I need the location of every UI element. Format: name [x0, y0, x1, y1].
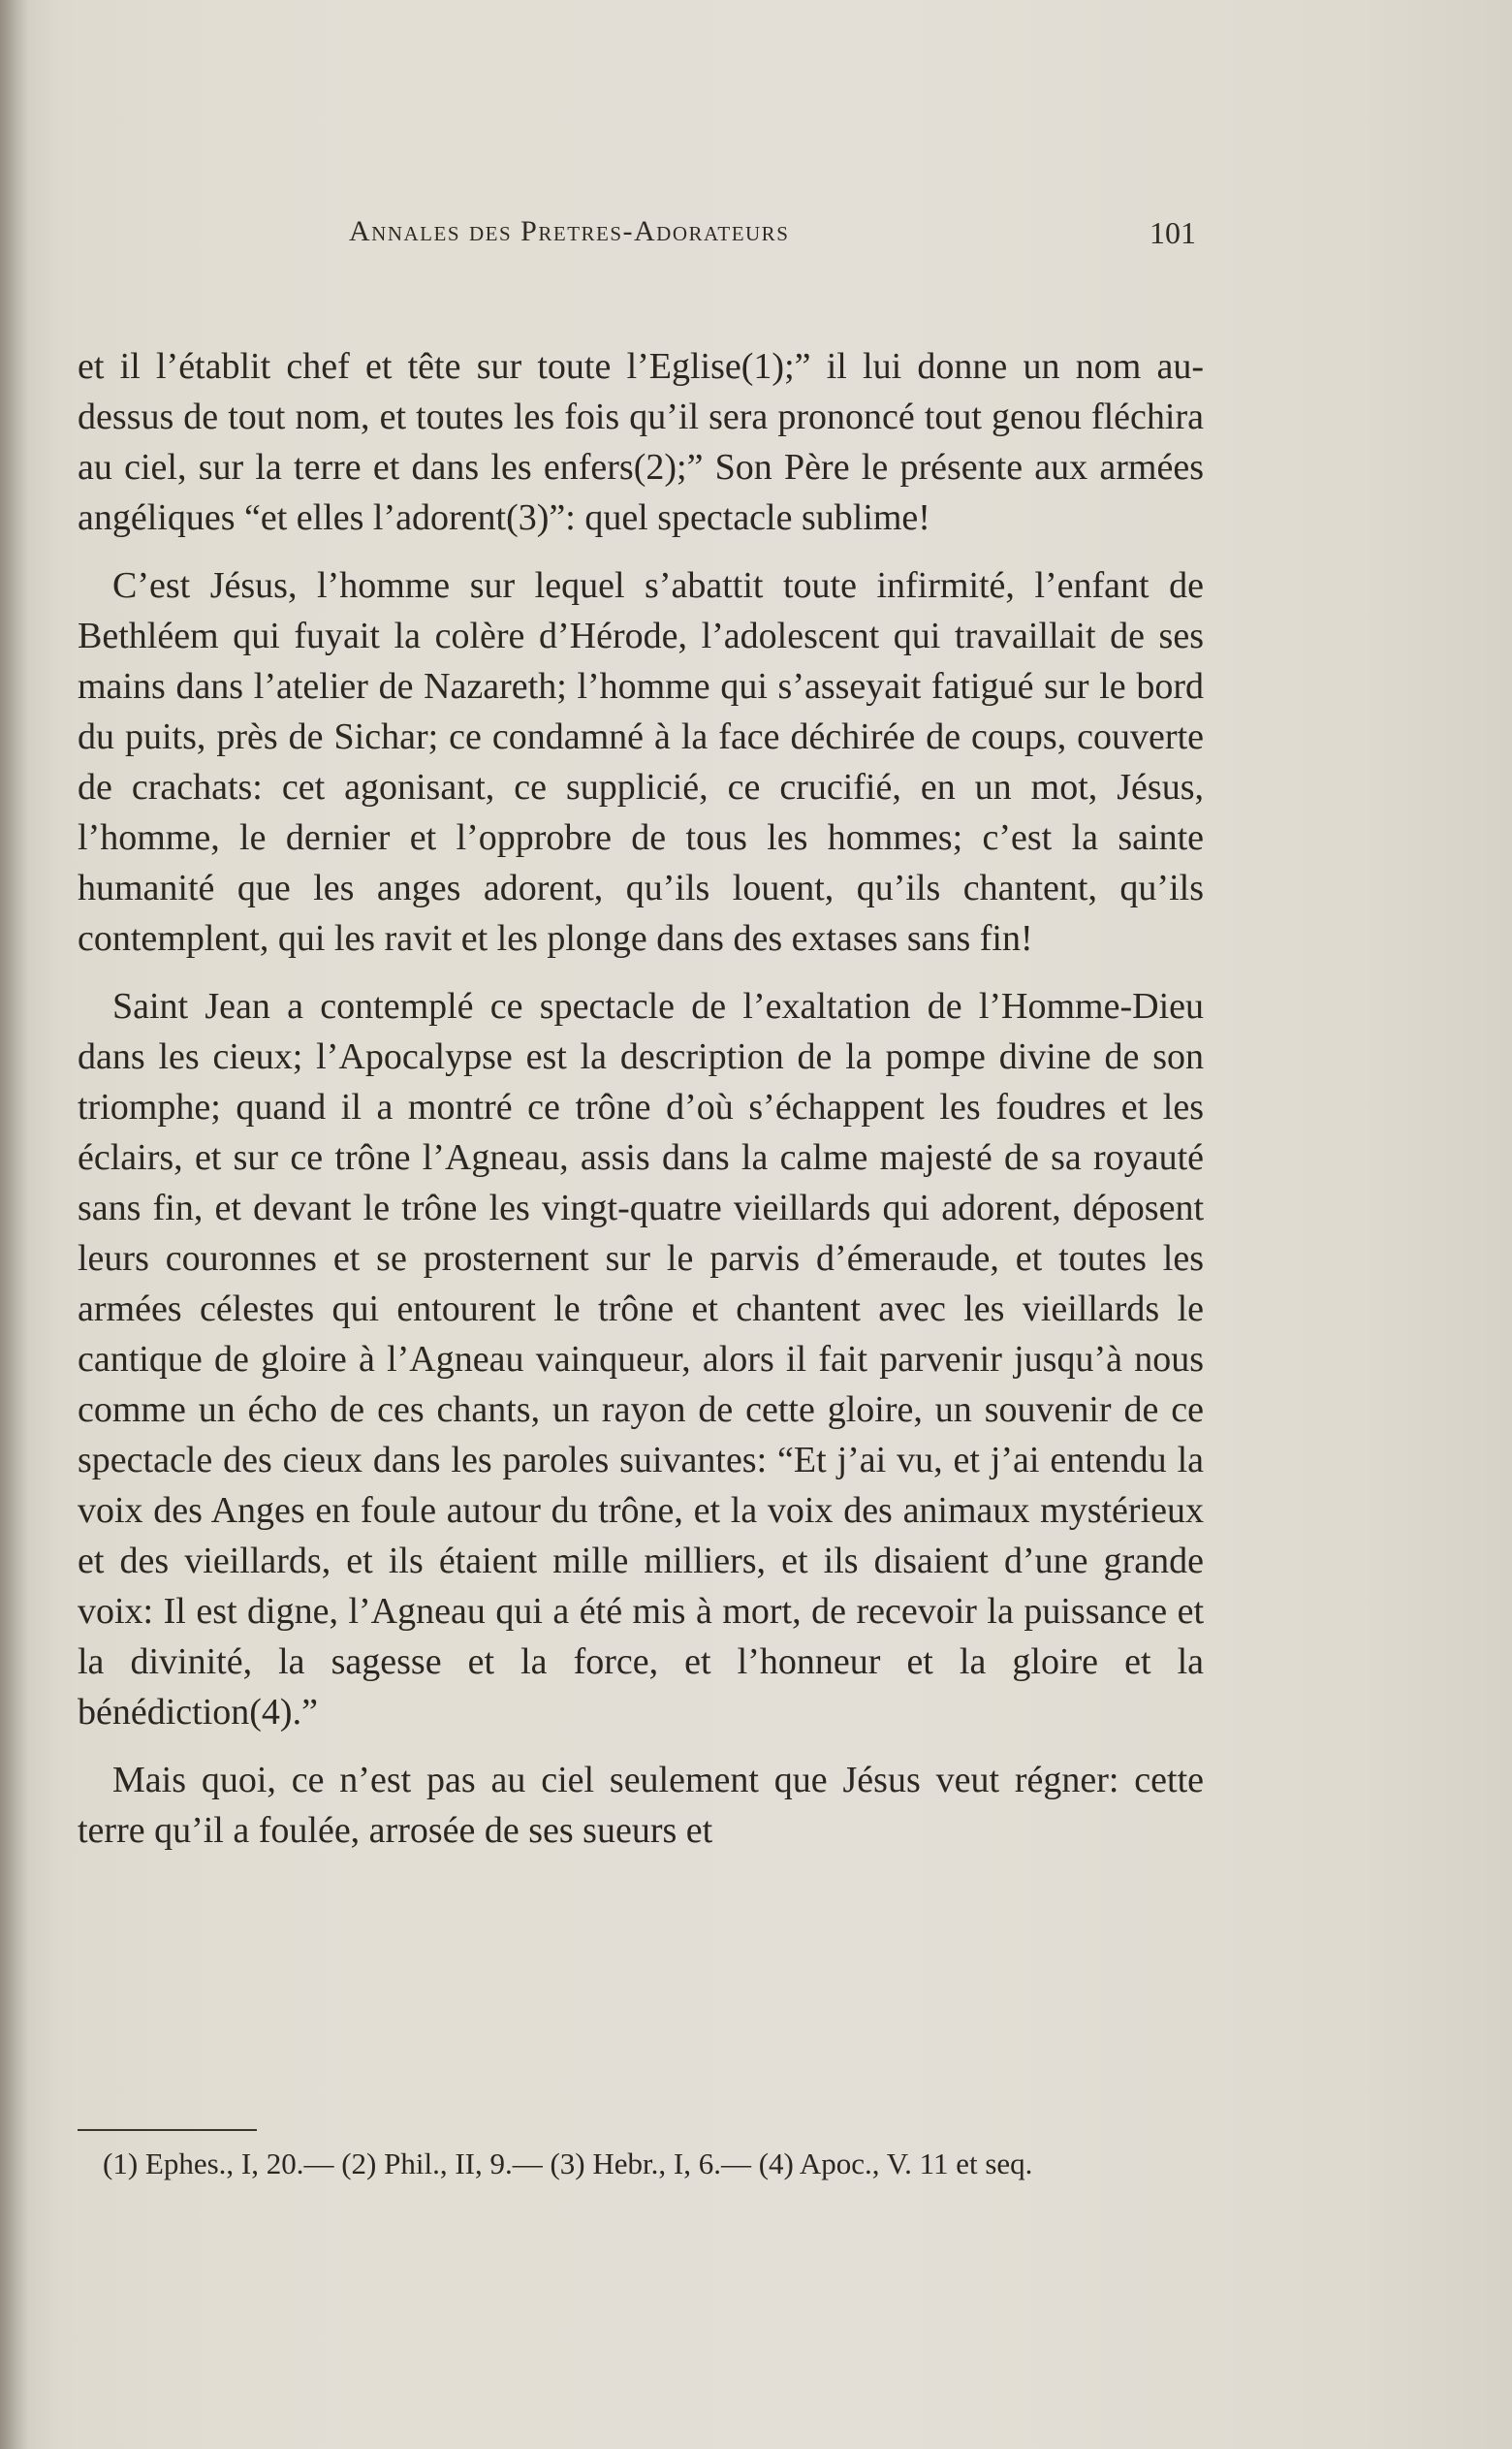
running-head: Annales des Pretres-Adorateurs [349, 215, 790, 247]
footnote-rule [78, 2129, 257, 2131]
footnotes: (1) Ephes., I, 20.— (2) Phil., II, 9.— (3) Hebr., I, 6.— (4) Apoc., V. 11 et seq. [103, 2147, 1033, 2180]
paragraph: Saint Jean a contemplé ce spectacle de l’exaltation de l’Homme-Dieu dans les cieux; l’Apocalypse est la description de la pompe divine de son triomphe; quand il a montré ce trône d’où s’échappent les foudres et les éclairs, et sur ce trône l’Agneau, assis dans la calme majesté de sa royauté sans fin, et devant le trône les vingt-quatre vieillards qui adorent, déposent leurs couronnes et se prosternent sur le parvis d’émeraude, et toutes les armées célestes qui entourent le trône et chantent avec les vieillards le cantique de gloire à l’Agneau vainqueur, alors il fait parvenir jusqu’à nous comme un écho de ces chants, un rayon de cette gloire, un souvenir de ce spectacle des cieux dans les paroles suivantes: “Et j’ai vu, et j’ai entendu la voix des Anges en foule autour du trône, et la voix des animaux mystérieux et des vieillards, et ils étaient mille milliers, et ils disaient d’une grande voix: Il est digne, l’Agneau qui a été mis à mort, de recevoir la puissance et la divinité, la sagesse et la force, et l’honneur et la gloire et la bénédiction(4).” [78, 986, 1204, 1733]
paragraph: Mais quoi, ce n’est pas au ciel seulement que Jésus veut régner: cette terre qu’il a foulée, arrosée de ses sueurs et [78, 1760, 1204, 1851]
page-header [0, 215, 1512, 254]
body-text [78, 341, 1204, 1873]
paragraph: C’est Jésus, l’homme sur lequel s’abattit toute infirmité, l’enfant de Bethléem qui fuyait la colère d’Hérode, l’adolescent qui travaillait de ses mains dans l’atelier de Nazareth; l’homme qui s’asseyait fatigué sur le bord du puits, près de Sichar; ce condamné à la face déchirée de coups, couverte de crachats: cet agonisant, ce supplicié, ce crucifié, en un mot, Jésus, l’homme, le dernier et l’opprobre de tous les hommes; c’est la sainte humanité que les anges adorent, qu’ils louent, qu’ils chantent, qu’ils contemplent, qui les ravit et les plonge dans des extases sans fin! [78, 565, 1204, 959]
paragraph: et il l’établit chef et tête sur toute l’Eglise(1);” il lui donne un nom au-dessus de tout nom, et toutes les fois qu’il sera prononcé tout genou fléchira au ciel, sur la terre et dans les enfers(2);” Son Père le présente aux armées angéliques “et elles l’adorent(3)”: quel spectacle sublime! [78, 346, 1204, 538]
page-number: 101 [1150, 215, 1196, 250]
